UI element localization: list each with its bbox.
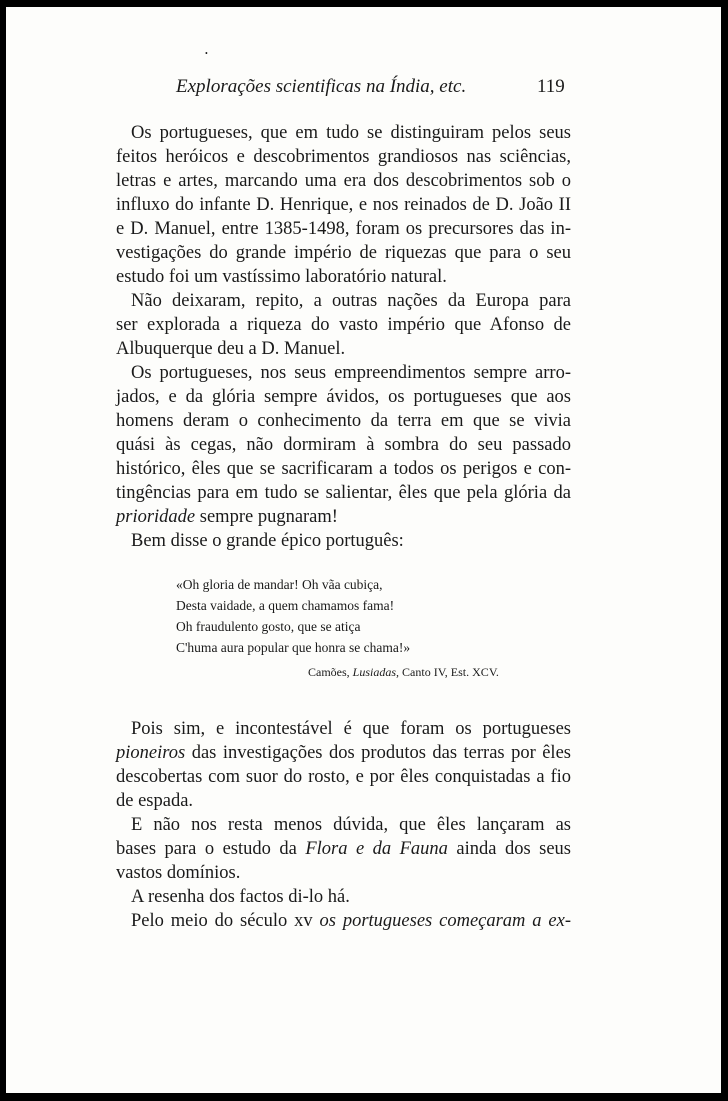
paragraph-6-line: E não nos resta menos dúvida, que êles lançaram as <box>131 815 571 835</box>
paragraph-1-line: Os portugueses, que em tudo se distinguiram pelos seus <box>131 123 571 143</box>
paragraph-5-line: Pois sim, e incontestável é que foram os portugueses <box>131 719 571 739</box>
paragraph-3-line: quási às cegas, não dormiram à sombra do seu passado <box>116 435 571 455</box>
paragraph-5-line: de espada. <box>116 791 194 811</box>
paragraph-2-line: Não deixaram, repito, a outras nações da Europa para <box>131 291 571 311</box>
paragraph-5-line: descobertas com suor do rosto, e por êles conquistadas a fio <box>116 767 571 787</box>
verse-line: C'huma aura popular que honra se chama!» <box>176 640 411 655</box>
paragraph-2-line: Albuquerque deu a D. Manuel. <box>116 339 346 359</box>
paragraph-3-line: Os portugueses, nos seus empreendimentos sempre arro- <box>131 363 571 383</box>
paragraph-1-line: feitos heróicos e descobrimentos grandiosos nas sciências, <box>116 147 571 167</box>
italic-phrase: os portugueses começaram a ex- <box>319 911 571 931</box>
italic-phrase: Flora e da Fauna <box>305 839 448 859</box>
paragraph-4-line: Bem disse o grande épico português: <box>131 531 404 551</box>
paragraph-1-line: vestigações do grande império de riquezas que para o seu <box>116 243 571 263</box>
paragraph-6-line: bases para o estudo da Flora e da Fauna ainda dos seus <box>116 839 572 859</box>
paragraph-1-line: estudo foi um vastíssimo laboratório natural. <box>116 267 447 287</box>
paragraph-3-line: tingências para em tudo se salientar, êles que pela glória da <box>116 483 571 503</box>
verse-line: «Oh gloria de mandar! Oh vãa cubiça, <box>176 577 383 592</box>
verse-line: Oh fraudulento gosto, que se atiça <box>176 619 361 634</box>
paragraph-1-line: letras e artes, marcando uma era dos descobrimentos sob o <box>116 171 571 191</box>
page-ornament: • <box>205 49 208 58</box>
verse-line: Desta vaidade, a quem chamamos fama! <box>176 598 395 613</box>
paragraph-2-line: ser explorada a riqueza do vasto império que Afonso de <box>116 315 571 335</box>
italic-word: prioridade <box>116 507 196 527</box>
verse-citation: Camões, Lusiadas, Canto IV, Est. XCV. <box>308 665 499 679</box>
book-page <box>6 7 721 1093</box>
running-title: Explorações scientificas na Índia, etc. <box>176 76 467 97</box>
paragraph-3-line: prioridade sempre pugnaram! <box>116 507 338 527</box>
paragraph-3-line: histórico, êles que se sacrificaram a todos os perigos e con- <box>116 459 571 479</box>
paragraph-7-line: A resenha dos factos di-lo há. <box>131 887 350 907</box>
page-number: 119 <box>537 76 565 97</box>
paragraph-5-line: pioneiros das investigações dos produtos das terras por êles <box>116 743 571 763</box>
paragraph-6-line: vastos domínios. <box>116 863 241 883</box>
paragraph-8-line: Pelo meio do século xv os portugueses começaram a ex- <box>131 911 571 931</box>
paragraph-3-line: homens deram o conhecimento da terra em que se vivia <box>116 411 571 431</box>
paragraph-1-line: e D. Manuel, entre 1385-1498, foram os precursores das in- <box>116 219 571 239</box>
paragraph-3-line: jados, e da glória sempre ávidos, os portugueses que aos <box>116 387 571 407</box>
paragraph-1-line: influxo do infante D. Henrique, e nos reinados de D. João II <box>116 195 571 215</box>
italic-word: pioneiros <box>116 743 186 763</box>
